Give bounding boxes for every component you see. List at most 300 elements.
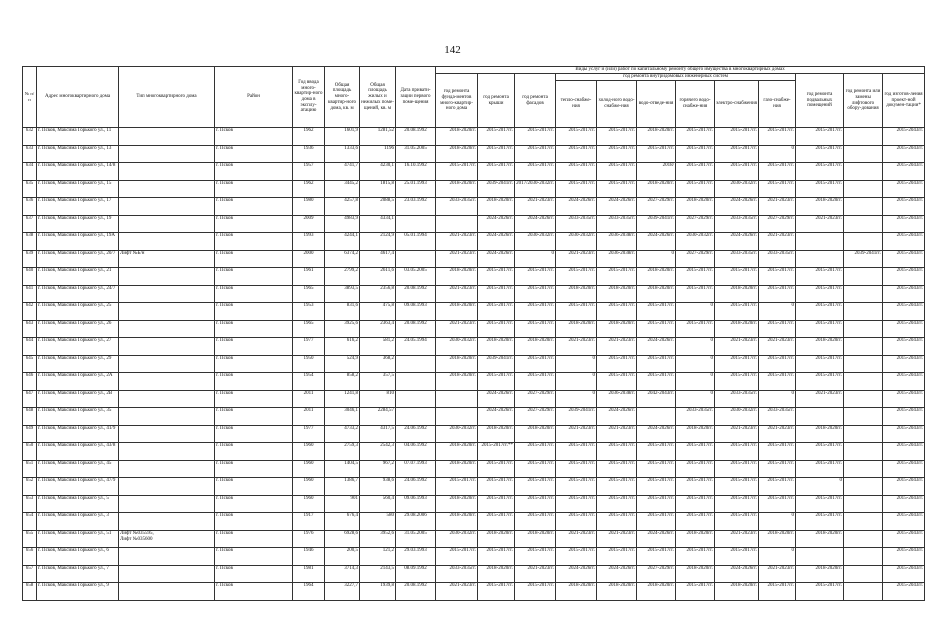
row-year: 1946 — [293, 548, 325, 566]
row-year: 1960 — [293, 443, 325, 461]
row-num: 651 — [23, 460, 37, 478]
row-type — [119, 303, 215, 321]
row-design: 2015-2043гг. — [883, 530, 925, 548]
row-district: г. Псков — [215, 373, 293, 391]
table-row — [23, 390, 925, 408]
header-design: год изготов-ления проект-ной докумен-тации* — [883, 74, 925, 128]
row-address: г. Псков, Максима Горького ул., 47/9 — [37, 478, 119, 496]
row-roof: 2015-2017гг. — [478, 548, 515, 566]
header-elevator: год ремонта или замены лифтового обору-дования — [844, 74, 883, 128]
row-elevator — [844, 198, 883, 216]
row-hot-water: 2015-2017гг. — [676, 180, 715, 198]
row-type — [119, 320, 215, 338]
row-year: 2011 — [293, 390, 325, 408]
row-roof: 2015-2017гг. — [478, 145, 515, 163]
row-type — [119, 285, 215, 303]
table-row — [23, 145, 925, 163]
table-row — [23, 513, 925, 531]
row-elevator — [844, 390, 883, 408]
row-electricity: 2015-2017гг. — [715, 548, 759, 566]
row-facade: 2027-2029гг. — [515, 390, 556, 408]
row-num: 635 — [23, 180, 37, 198]
row-privatization-date: 09.06.1993 — [396, 495, 436, 513]
row-cold-water: 2015-2017гг. — [597, 268, 637, 286]
row-total-area: 1386,7 — [325, 478, 360, 496]
row-living-area: 1196 — [360, 145, 396, 163]
table-row — [23, 373, 925, 391]
row-design: 2015-2043гг. — [883, 565, 925, 583]
row-living-area: 475,8 — [360, 303, 396, 321]
row-living-area: 1939,8 — [360, 583, 396, 601]
table-row — [23, 233, 925, 251]
row-cold-water: 2015-2017гг. — [597, 460, 637, 478]
row-electricity: 2024-2026гг. — [715, 198, 759, 216]
row-living-area: 2143,5 — [360, 565, 396, 583]
row-cold-water: 2015-2017гг. — [597, 355, 637, 373]
header-total-area: Общая площадь много-квартир-ного дома, кв. м — [325, 67, 360, 128]
row-living-area: 357,5 — [360, 373, 396, 391]
table-row — [23, 303, 925, 321]
row-roof: 2018-2020гг. — [478, 530, 515, 548]
row-living-area: 2088,5 — [360, 198, 396, 216]
row-address: г. Псков, Максима Горького ул., 24/7 — [37, 285, 119, 303]
repair-schedule-table — [22, 66, 925, 601]
row-elevator: 2039-2041гг. — [844, 250, 883, 268]
row-address: г. Псков, Максима Горького ул., 3 — [37, 513, 119, 531]
row-type — [119, 145, 215, 163]
row-basement: 2015-2017гг. — [796, 460, 844, 478]
row-facade: 2021-2023гг. — [515, 198, 556, 216]
row-address: г. Псков, Максима Горького ул., 51 — [37, 530, 119, 548]
row-cold-water: 2024-2026гг. — [597, 565, 637, 583]
row-facade: 2024-2026гг. — [515, 215, 556, 233]
row-heat: 2024-2026гг. — [556, 198, 597, 216]
row-electricity: 2021-2023гг. — [715, 338, 759, 356]
row-heat: 0 — [556, 373, 597, 391]
row-roof: 2015-2017гг. — [478, 373, 515, 391]
row-electricity: 2015-2017гг. — [715, 128, 759, 146]
row-design: 2015-2043гг. — [883, 268, 925, 286]
row-total-area: 1333,6 — [325, 145, 360, 163]
row-hot-water: 2018-2020гг. — [676, 425, 715, 443]
row-gas: 2015-2017гг. — [759, 460, 796, 478]
row-gas: 0 — [759, 145, 796, 163]
row-district: г. Псков — [215, 548, 293, 566]
row-privatization-date: 23.03.1992 — [396, 198, 436, 216]
row-district: г. Псков — [215, 530, 293, 548]
row-hot-water: 2015-2017гг. — [676, 320, 715, 338]
row-drainage: 2027-2029гг. — [637, 565, 676, 583]
row-gas: 2015-2017гг. — [759, 443, 796, 461]
header-cold-water: холод-ного водо-снабже-ния — [597, 81, 637, 128]
row-type — [119, 565, 215, 583]
row-foundation: 2018-2020гг. — [436, 303, 478, 321]
header-hot-water: горячего водо-снабже-ния — [676, 81, 715, 128]
row-facade: 2015-2017гг. — [515, 320, 556, 338]
row-privatization-date — [396, 390, 436, 408]
table-row — [23, 320, 925, 338]
row-type — [119, 233, 215, 251]
row-basement: 2015-2017гг. — [796, 163, 844, 181]
row-type — [119, 373, 215, 391]
row-living-area: 938,6 — [360, 478, 396, 496]
row-privatization-date: 20.08.1992 — [396, 583, 436, 601]
row-electricity: 2030-2032гг. — [715, 408, 759, 426]
row-address: г. Псков, Максима Горького ул., 21 — [37, 268, 119, 286]
row-elevator — [844, 355, 883, 373]
row-num: 643 — [23, 320, 37, 338]
row-basement: 2015-2017гг. — [796, 495, 844, 513]
row-address: г. Псков, Максима Горького ул., 43/8 — [37, 443, 119, 461]
row-basement: 2018-2020гг. — [796, 530, 844, 548]
row-facade: 2030-2032гг. — [515, 233, 556, 251]
row-heat: 2015-2017гг. — [556, 548, 597, 566]
row-foundation: 2018-2020гг. — [436, 268, 478, 286]
row-num: 639 — [23, 250, 37, 268]
row-facade: 2015-2017гг. — [515, 495, 556, 513]
row-num: 640 — [23, 268, 37, 286]
row-facade: 2015-2017гг. — [515, 163, 556, 181]
row-total-area: 3893,5 — [325, 285, 360, 303]
row-design: 2015-2043гг. — [883, 583, 925, 601]
table-row — [23, 250, 925, 268]
row-year: 1960 — [293, 495, 325, 513]
row-drainage: 2015-2017гг. — [637, 145, 676, 163]
row-electricity: 2015-2017гг. — [715, 303, 759, 321]
row-district: г. Псков — [215, 408, 293, 426]
row-elevator — [844, 460, 883, 478]
row-drainage: 2015-2017гг. — [637, 373, 676, 391]
row-electricity: 2015-2017гг. — [715, 355, 759, 373]
row-roof: 2024-2026гг. — [478, 408, 515, 426]
row-num: 645 — [23, 355, 37, 373]
row-year: 1980 — [293, 198, 325, 216]
row-hot-water: 2015-2017гг. — [676, 548, 715, 566]
row-elevator — [844, 145, 883, 163]
row-hot-water: 2015-2017гг. — [676, 285, 715, 303]
row-type — [119, 163, 215, 181]
table-row — [23, 163, 925, 181]
row-privatization-date: 07.07.1993 — [396, 460, 436, 478]
row-design: 2015-2043гг. — [883, 233, 925, 251]
row-privatization-date: 20.08.1992 — [396, 285, 436, 303]
row-electricity: 2033-2035гг. — [715, 215, 759, 233]
row-total-area: 3046,1 — [325, 408, 360, 426]
row-privatization-date: 31.05.2005 — [396, 530, 436, 548]
row-type — [119, 198, 215, 216]
table-row — [23, 460, 925, 478]
row-district: г. Псков — [215, 478, 293, 496]
row-num: 647 — [23, 390, 37, 408]
row-drainage: 2018-2020гг. — [637, 180, 676, 198]
row-cold-water: 2015-2017гг. — [597, 180, 637, 198]
row-living-area: 2611,6 — [360, 268, 396, 286]
row-basement: 2021-2023гг. — [796, 215, 844, 233]
row-gas: 2015-2017гг. — [759, 583, 796, 601]
row-num: 644 — [23, 338, 37, 356]
row-total-area: 4741,7 — [325, 163, 360, 181]
row-foundation: 2021-2023гг. — [436, 320, 478, 338]
row-roof: 2015-2017гг. — [478, 128, 515, 146]
row-privatization-date: 25.01.1993 — [396, 180, 436, 198]
header-foundation: год ремонта фунда-ментов много-квартир-ного дома — [436, 74, 478, 128]
row-hot-water: 2015-2017гг. — [676, 443, 715, 461]
row-district: г. Псков — [215, 303, 293, 321]
row-roof: 2024-2026гг. — [478, 250, 515, 268]
row-total-area: 4983,9 — [325, 215, 360, 233]
row-total-area: 858,2 — [325, 373, 360, 391]
row-year: 1936 — [293, 145, 325, 163]
row-total-area: 3445,2 — [325, 180, 360, 198]
row-elevator — [844, 373, 883, 391]
row-drainage: 2042-2043гг. — [637, 390, 676, 408]
row-num: 656 — [23, 548, 37, 566]
row-year: 2000 — [293, 250, 325, 268]
row-heat: 2015-2017гг. — [556, 478, 597, 496]
row-design: 2015-2043гг. — [883, 390, 925, 408]
row-facade: 2015-2017гг. — [515, 145, 556, 163]
row-roof: 2015-2017гг. — [478, 495, 515, 513]
row-foundation: 2015-2017гг. — [436, 548, 478, 566]
row-year: 1976 — [293, 530, 325, 548]
row-electricity: 2021-2023гг. — [715, 530, 759, 548]
row-district: г. Псков — [215, 338, 293, 356]
row-elevator — [844, 215, 883, 233]
row-elevator — [844, 128, 883, 146]
row-hot-water: 2015-2017гг. — [676, 513, 715, 531]
row-hot-water: 2015-2017гг. — [676, 495, 715, 513]
row-type — [119, 425, 215, 443]
row-year: 1957 — [293, 163, 325, 181]
row-electricity: 2015-2017гг. — [715, 495, 759, 513]
row-foundation: 2033-2035гг. — [436, 565, 478, 583]
row-heat: 2015-2017гг. — [556, 460, 597, 478]
row-heat: 2039-2041гг. — [556, 408, 597, 426]
row-design: 2015-2043гг. — [883, 163, 925, 181]
row-num: 654 — [23, 513, 37, 531]
row-gas: 2027-2029гг. — [759, 215, 796, 233]
table-row — [23, 478, 925, 496]
table-row — [23, 215, 925, 233]
row-gas: 2033-2035гг. — [759, 250, 796, 268]
row-cold-water: 2015-2017гг. — [597, 303, 637, 321]
row-total-area: 2799,2 — [325, 268, 360, 286]
row-living-area: 2363,4 — [360, 320, 396, 338]
row-elevator — [844, 408, 883, 426]
row-hot-water: 2015-2017гг. — [676, 268, 715, 286]
row-year: 1993 — [293, 233, 325, 251]
row-foundation: 2018-2020гг. — [436, 180, 478, 198]
row-drainage: 2027-2029гг. — [637, 198, 676, 216]
row-address: г. Псков, Максима Горького ул., 35 — [37, 408, 119, 426]
header-basement: год ремонта подвальных помещений — [796, 74, 844, 128]
row-basement: 2015-2017гг. — [796, 355, 844, 373]
row-num: 642 — [23, 303, 37, 321]
row-address: г. Псков, Максима Горького ул., 17 — [37, 198, 119, 216]
table-row — [23, 530, 925, 548]
row-roof: 2024-2026гг. — [478, 233, 515, 251]
row-foundation: 2030-2032гг. — [436, 425, 478, 443]
row-num: 633 — [23, 145, 37, 163]
row-roof: 2015-2017гг. — [478, 513, 515, 531]
row-foundation: 2018-2020гг. — [436, 460, 478, 478]
header-roof: год ремонта крыши — [478, 74, 515, 128]
row-heat: 2015-2017гг. — [556, 180, 597, 198]
row-basement — [796, 250, 844, 268]
row-electricity: 2018-2020гг. — [715, 285, 759, 303]
row-gas: 2021-2023гг. — [759, 233, 796, 251]
row-foundation: 2021-2023гг. — [436, 233, 478, 251]
row-living-area: 4317,5 — [360, 425, 396, 443]
table-row — [23, 338, 925, 356]
row-elevator — [844, 425, 883, 443]
row-privatization-date: 08.09.1992 — [396, 565, 436, 583]
row-living-area: 1815,8 — [360, 180, 396, 198]
row-type: Лифт №Б/н — [119, 250, 215, 268]
row-total-area: 3227,7 — [325, 583, 360, 601]
row-roof: 2015-2017гг. — [478, 478, 515, 496]
row-living-area: 581,2 — [360, 338, 396, 356]
row-num: 650 — [23, 443, 37, 461]
row-heat: 2030-2032гг. — [556, 233, 597, 251]
row-hot-water: 0 — [676, 303, 715, 321]
row-type — [119, 460, 215, 478]
row-type — [119, 215, 215, 233]
row-district: г. Псков — [215, 215, 293, 233]
row-living-area: 967,2 — [360, 460, 396, 478]
row-foundation: 2021-2023гг. — [436, 250, 478, 268]
row-elevator — [844, 583, 883, 601]
row-cold-water: 2015-2017гг. — [597, 478, 637, 496]
row-roof: 2018-2020гг. — [478, 565, 515, 583]
row-design: 2015-2043гг. — [883, 338, 925, 356]
row-elevator — [844, 233, 883, 251]
row-living-area: 2356,8 — [360, 285, 396, 303]
row-total-area: 2759,3 — [325, 443, 360, 461]
row-elevator — [844, 478, 883, 496]
row-basement: 2021-2023гг. — [796, 390, 844, 408]
row-hot-water: 2027-2029гг. — [676, 215, 715, 233]
row-district: г. Псков — [215, 198, 293, 216]
table-row — [23, 425, 925, 443]
row-num: 657 — [23, 565, 37, 583]
row-gas: 0 — [759, 548, 796, 566]
table-row — [23, 355, 925, 373]
row-num: 658 — [23, 583, 37, 601]
row-basement: 2015-2017гг. — [796, 583, 844, 601]
row-privatization-date — [396, 408, 436, 426]
row-basement: 2015-2017гг. — [796, 145, 844, 163]
table-row — [23, 548, 925, 566]
row-heat: 2015-2017гг. — [556, 128, 597, 146]
row-cold-water: 2015-2017гг. — [597, 443, 637, 461]
row-drainage: 2018-2020гг. — [637, 268, 676, 286]
row-living-area: 4617,4 — [360, 250, 396, 268]
row-type — [119, 583, 215, 601]
row-living-area: 368,2 — [360, 355, 396, 373]
row-cold-water: 2036-2038гг. — [597, 233, 637, 251]
row-district: г. Псков — [215, 180, 293, 198]
row-design: 2015-2043гг. — [883, 320, 925, 338]
row-drainage: 2015-2017гг. — [637, 513, 676, 531]
row-district: г. Псков — [215, 163, 293, 181]
row-elevator — [844, 163, 883, 181]
row-hot-water: 2015-2017гг. — [676, 163, 715, 181]
header-systems-group: год ремонта внутридомовых инженерных систем — [556, 74, 796, 81]
row-year: 1964 — [293, 583, 325, 601]
row-hot-water: 2018-2020гг. — [676, 198, 715, 216]
row-electricity: 2015-2017гг. — [715, 145, 759, 163]
row-drainage: 2024-2026гг. — [637, 233, 676, 251]
row-basement: 2018-2020гг. — [796, 338, 844, 356]
row-address: г. Псков, Максима Горького ул., 14/8 — [37, 163, 119, 181]
row-gas: 0 — [759, 390, 796, 408]
row-heat: 0 — [556, 355, 597, 373]
row-type — [119, 513, 215, 531]
row-address: г. Псков, Максима Горького ул., 25 — [37, 303, 119, 321]
row-basement — [796, 548, 844, 566]
row-electricity: 2015-2017гг. — [715, 373, 759, 391]
row-gas: 0 — [759, 513, 796, 531]
row-electricity: 2015-2017гг. — [715, 163, 759, 181]
row-hot-water: 0 — [676, 390, 715, 408]
row-roof: 2024-2026гг. — [478, 390, 515, 408]
row-total-area: 6928,6 — [325, 530, 360, 548]
row-address: г. Псков, Максима Горького ул., 27 — [37, 338, 119, 356]
row-drainage: 2015-2017гг. — [637, 443, 676, 461]
row-electricity: 2033-2035гг. — [715, 250, 759, 268]
row-cold-water: 2036-2038гг. — [597, 250, 637, 268]
row-roof: 2015-2017гг.** — [478, 443, 515, 461]
row-district: г. Псков — [215, 128, 293, 146]
row-num: 653 — [23, 495, 37, 513]
row-heat: 2015-2017гг. — [556, 303, 597, 321]
row-type — [119, 128, 215, 146]
row-foundation: 2030-2032гг. — [436, 338, 478, 356]
row-privatization-date: 29.08.2006 — [396, 513, 436, 531]
row-facade: 2015-2017гг. — [515, 268, 556, 286]
row-drainage: 2015-2017гг. — [637, 320, 676, 338]
table-row — [23, 198, 925, 216]
row-year: 1981 — [293, 565, 325, 583]
row-foundation: 2030-2032гг. — [436, 530, 478, 548]
row-facade: 2015-2017гг. — [515, 583, 556, 601]
row-heat: 2033-2035гг. — [556, 215, 597, 233]
row-gas: 2015-2017гг. — [759, 320, 796, 338]
row-electricity: 2021-2023гг. — [715, 425, 759, 443]
row-foundation: 2018-2020гг. — [436, 513, 478, 531]
row-total-area: 4733,2 — [325, 425, 360, 443]
row-foundation: 2018-2020гг. — [436, 495, 478, 513]
row-district: г. Псков — [215, 565, 293, 583]
row-electricity: 2015-2017гг. — [715, 478, 759, 496]
row-gas: 2015-2017гг. — [759, 478, 796, 496]
row-privatization-date — [396, 355, 436, 373]
row-year: 1962 — [293, 180, 325, 198]
row-basement: 2018-2020гг. — [796, 198, 844, 216]
row-total-area: 616,2 — [325, 338, 360, 356]
row-gas: 2015-2017гг. — [759, 163, 796, 181]
row-gas: 2015-2017гг. — [759, 373, 796, 391]
row-num: 652 — [23, 478, 37, 496]
table-row — [23, 408, 925, 426]
row-basement: 2015-2017гг. — [796, 268, 844, 286]
row-foundation: 2021-2023гг. — [436, 285, 478, 303]
row-cold-water: 2018-2020гг. — [597, 320, 637, 338]
row-roof: 2015-2017гг. — [478, 303, 515, 321]
row-privatization-date: 05.01.1994 — [396, 233, 436, 251]
row-total-area: 1241,8 — [325, 390, 360, 408]
